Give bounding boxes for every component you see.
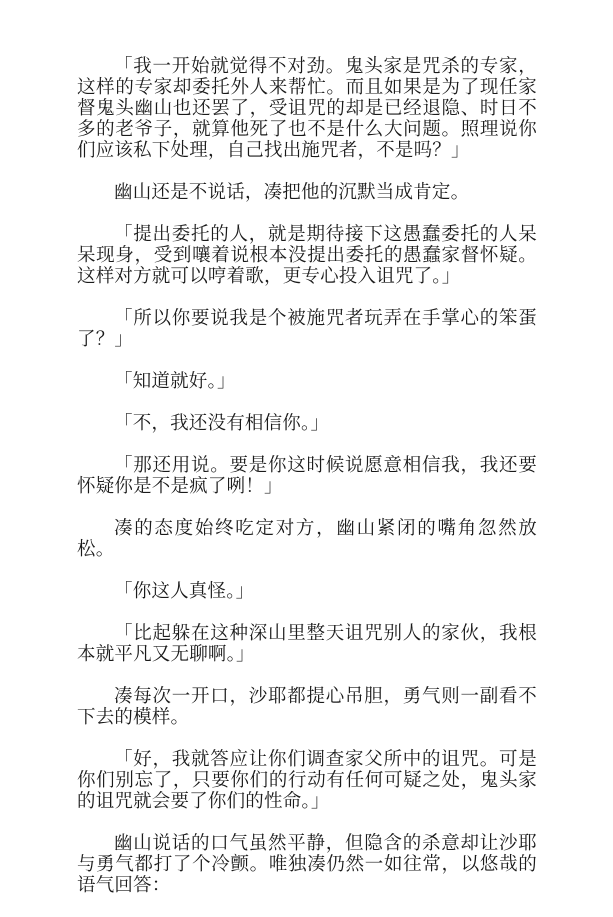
paragraph: 凑的态度始终吃定对方，幽山紧闭的嘴角忽然放松。 — [77, 518, 537, 560]
paragraph: 凑每次一开口，沙耶都提心吊胆，勇气则一副看不下去的模样。 — [77, 686, 537, 728]
paragraph: 「比起躲在这种深山里整天诅咒别人的家伙，我根本就平凡又无聊啊。」 — [77, 623, 537, 665]
paragraph: 幽山还是不说话，凑把他的沉默当成肯定。 — [114, 182, 470, 203]
paragraph: 「知道就好。」 — [114, 371, 236, 392]
paragraph: 「我一开始就觉得不对劲。鬼头家是咒杀的专家，这样的专家却委托外人来帮忙。而且如果是为了现任家督鬼头幽山也还罢了，受诅咒的却是已经退隐、时日不多的老爷子，就算他死了也不是什么大问题。照理说你们应该私下处理，自己找出施咒者，不是吗？」 — [77, 56, 537, 161]
paragraph: 幽山说话的口气虽然平静，但隐含的杀意却让沙耶与勇气都打了个冷颤。唯独凑仍然一如往常，以悠哉的语气回答： — [77, 833, 537, 896]
paragraph: 「好，我就答应让你们调查家父所中的诅咒。可是你们别忘了，只要你们的行动有任何可疑之处，鬼头家的诅咒就会要了你们的性命。」 — [77, 749, 537, 812]
paragraph: 「那还用说。要是你这时候说愿意相信我，我还要怀疑你是不是疯了咧！」 — [77, 455, 537, 497]
body-text — [77, 56, 537, 917]
paragraph: 「提出委托的人，就是期待接下这愚蠢委托的人呆呆现身，受到嚷着说根本没提出委托的愚蠢家督怀疑。这样对方就可以哼着歌，更专心投入诅咒了。」 — [77, 224, 537, 287]
paragraph: 「你这人真怪。」 — [114, 581, 255, 602]
paragraph: 「不，我还没有相信你。」 — [114, 413, 330, 434]
paragraph: 「所以你要说我是个被施咒者玩弄在手掌心的笨蛋了？」 — [77, 308, 537, 350]
